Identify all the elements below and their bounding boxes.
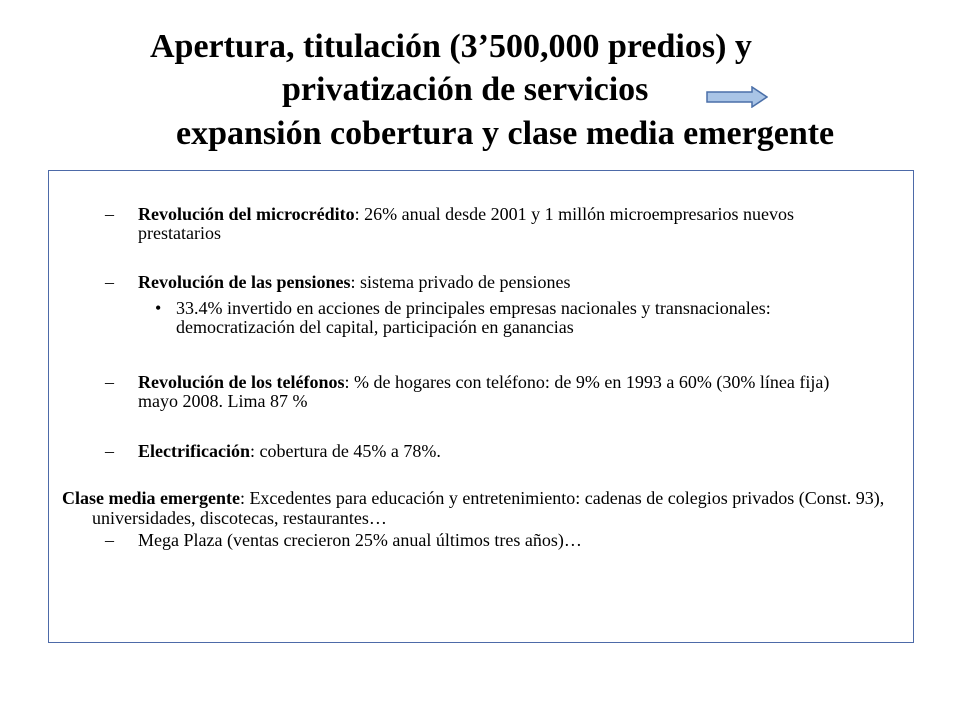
list-item-microcredito bbox=[105, 205, 865, 243]
dash-marker: – bbox=[105, 441, 114, 461]
item-text: Mega Plaza (ventas crecieron 25% anual últimos tres años)… bbox=[138, 530, 582, 550]
right-arrow-icon bbox=[706, 86, 768, 108]
item-heading: Revolución de las pensiones bbox=[138, 272, 351, 292]
list-item-mega-plaza bbox=[105, 531, 865, 550]
dash-marker: – bbox=[105, 272, 114, 292]
item-heading: Revolución de los teléfonos bbox=[138, 372, 345, 392]
dash-marker: – bbox=[105, 372, 114, 392]
title-line-3: expansión cobertura y clase media emergente bbox=[176, 115, 835, 152]
clase-text: : Excedentes para educación y entretenimiento: cadenas de colegios privados (Const. 93), universidades, discotecas, restaurantes… bbox=[92, 488, 885, 528]
item-text: : sistema privado de pensiones bbox=[350, 272, 571, 292]
bullet-marker: • bbox=[155, 298, 162, 318]
list-item-electrificacion bbox=[105, 442, 865, 461]
item-text: 33.4% invertido en acciones de principales empresas nacionales y transnacionales: democratización del capital, participación en ganancias bbox=[176, 298, 771, 337]
dash-marker: – bbox=[105, 530, 114, 550]
title-line-2: privatización de servicios bbox=[282, 71, 649, 108]
title-line-1: Apertura, titulación (3’500,000 predios) y bbox=[150, 28, 752, 65]
item-text: : cobertura de 45% a 78%. bbox=[249, 441, 441, 461]
item-heading: Revolución del microcrédito bbox=[138, 204, 355, 224]
list-item-telefonos bbox=[105, 373, 865, 411]
dash-marker: – bbox=[105, 204, 114, 224]
list-item-pensiones bbox=[105, 273, 865, 292]
clase-media-paragraph bbox=[62, 488, 922, 528]
sub-list-item-acciones bbox=[155, 299, 875, 337]
clase-heading: Clase media emergente bbox=[62, 488, 240, 508]
item-heading: Electrificación bbox=[138, 441, 250, 461]
item-text: : 26% anual desde 2001 y 1 millón microempresarios nuevos prestatarios bbox=[138, 204, 795, 243]
item-text: : % de hogares con teléfono: de 9% en 1993 a 60% (30% línea fija) mayo 2008. Lima 87 % bbox=[138, 372, 830, 411]
